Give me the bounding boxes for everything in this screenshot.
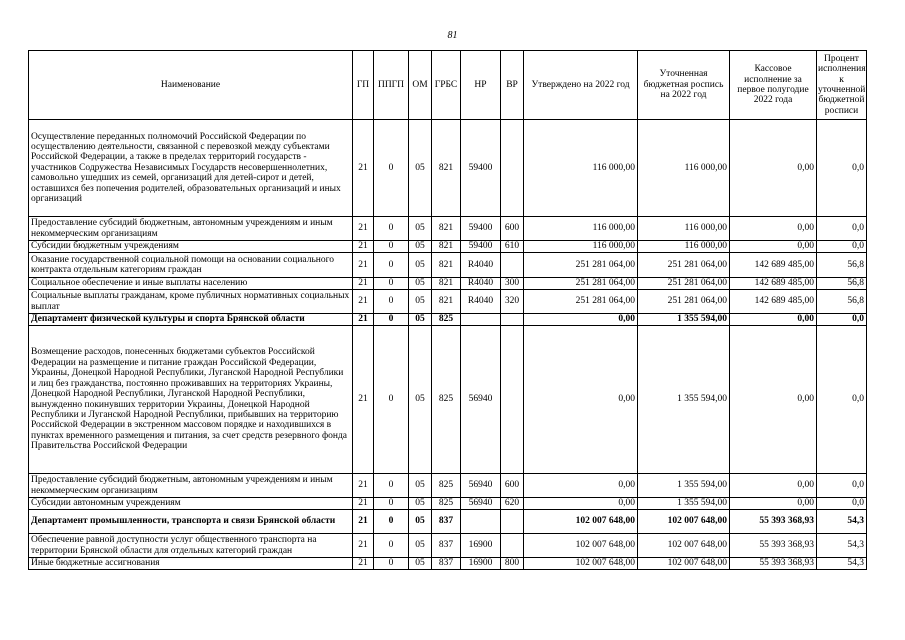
- table-row: [29, 253, 867, 278]
- cell-vr: [501, 534, 524, 558]
- cell-vr: [501, 253, 524, 278]
- cell-percent: 0,0: [817, 217, 867, 241]
- cell-percent: 54,3: [817, 510, 867, 534]
- cell-approved: 102 007 648,00: [524, 510, 638, 534]
- table-row: [29, 217, 867, 241]
- cell-cash: 0,00: [730, 326, 817, 474]
- cell-np: R4040: [461, 253, 501, 278]
- cell-refined: 102 007 648,00: [638, 510, 730, 534]
- table-row: [29, 241, 867, 253]
- cell-name: Предоставление субсидий бюджетным, автономным учреждениям и иным некоммерческим организациям: [29, 474, 353, 498]
- cell-cash: 0,00: [730, 498, 817, 510]
- cell-percent: 56,8: [817, 278, 867, 290]
- cell-approved: 116 000,00: [524, 217, 638, 241]
- cell-cash: 55 393 368,93: [730, 558, 817, 570]
- cell-percent: 0,0: [817, 498, 867, 510]
- cell-name: Департамент физической культуры и спорта Брянской области: [29, 314, 353, 326]
- cell-name: Обеспечение равной доступности услуг общественного транспорта на территории Брянской области для отдельных категорий граждан: [29, 534, 353, 558]
- cell-om: 05: [409, 217, 432, 241]
- cell-np: 16900: [461, 558, 501, 570]
- cell-om: 05: [409, 534, 432, 558]
- cell-gp: 21: [353, 558, 374, 570]
- cell-vr: 320: [501, 290, 524, 314]
- cell-vr: [501, 314, 524, 326]
- col-header-grbs: ГРБС: [432, 51, 461, 120]
- cell-refined: 116 000,00: [638, 217, 730, 241]
- cell-ppgp: 0: [374, 253, 409, 278]
- cell-np: 59400: [461, 217, 501, 241]
- cell-om: 05: [409, 474, 432, 498]
- cell-approved: 102 007 648,00: [524, 534, 638, 558]
- cell-vr: 610: [501, 241, 524, 253]
- cell-name: Субсидии автономным учреждениям: [29, 498, 353, 510]
- cell-np: 16900: [461, 534, 501, 558]
- cell-grbs: 837: [432, 510, 461, 534]
- cell-gp: 21: [353, 278, 374, 290]
- cell-percent: 0,0: [817, 474, 867, 498]
- col-header-percent: Процент исполнения к уточненной бюджетной росписи: [817, 51, 867, 120]
- cell-gp: 21: [353, 290, 374, 314]
- cell-approved: 251 281 064,00: [524, 253, 638, 278]
- table-row: [29, 558, 867, 570]
- cell-ppgp: 0: [374, 498, 409, 510]
- cell-om: 05: [409, 290, 432, 314]
- cell-om: 05: [409, 253, 432, 278]
- cell-grbs: 825: [432, 326, 461, 474]
- cell-approved: 251 281 064,00: [524, 290, 638, 314]
- cell-gp: 21: [353, 474, 374, 498]
- cell-ppgp: 0: [374, 290, 409, 314]
- cell-vr: [501, 510, 524, 534]
- col-header-np: НР: [461, 51, 501, 120]
- cell-gp: 21: [353, 498, 374, 510]
- cell-approved: 0,00: [524, 474, 638, 498]
- cell-np: [461, 314, 501, 326]
- cell-gp: 21: [353, 510, 374, 534]
- cell-refined: 1 355 594,00: [638, 314, 730, 326]
- cell-cash: 0,00: [730, 314, 817, 326]
- cell-refined: 102 007 648,00: [638, 558, 730, 570]
- cell-grbs: 821: [432, 120, 461, 217]
- cell-ppgp: 0: [374, 278, 409, 290]
- table-row: [29, 290, 867, 314]
- cell-grbs: 821: [432, 253, 461, 278]
- cell-ppgp: 0: [374, 510, 409, 534]
- cell-ppgp: 0: [374, 241, 409, 253]
- page-number: 81: [447, 30, 458, 41]
- col-header-refined: Уточненная бюджетная роспись на 2022 год: [638, 51, 730, 120]
- cell-om: 05: [409, 278, 432, 290]
- cell-om: 05: [409, 558, 432, 570]
- col-header-vr: ВР: [501, 51, 524, 120]
- cell-percent: 54,3: [817, 534, 867, 558]
- col-header-om: ОМ: [409, 51, 432, 120]
- table-row: [29, 474, 867, 498]
- col-header-name: Наименование: [29, 51, 353, 120]
- cell-vr: [501, 120, 524, 217]
- cell-approved: 116 000,00: [524, 120, 638, 217]
- cell-vr: 300: [501, 278, 524, 290]
- cell-name: Возмещение расходов, понесенных бюджетами субъектов Российской Федерации на размещение и питание граждан Российской Федерации, Украины, Донецкой Народной Республики, Луганской Народной Республики и лиц без гражданства, постоянно проживавших на территориях Украины, Донецкой Народной Республики, Луганской Народной Республики, вынужденно покинувших территории Украины, Донецкой Народной Республики и Луганской Народной Республики, прибывших на территорию Российской Федерации в экстренном массовом порядке и находившихся в пунктах временного размещения и питания, за счет средств резервного фонда Правительства Российской Федерации: [29, 326, 353, 474]
- table-row: [29, 120, 867, 217]
- cell-vr: 800: [501, 558, 524, 570]
- cell-ppgp: 0: [374, 558, 409, 570]
- table-row: [29, 498, 867, 510]
- cell-om: 05: [409, 510, 432, 534]
- cell-om: 05: [409, 498, 432, 510]
- cell-refined: 116 000,00: [638, 120, 730, 217]
- cell-name: Социальные выплаты гражданам, кроме публичных нормативных социальных выплат: [29, 290, 353, 314]
- cell-cash: 142 689 485,00: [730, 278, 817, 290]
- cell-np: 59400: [461, 120, 501, 217]
- cell-gp: 21: [353, 534, 374, 558]
- col-header-gp: ГП: [353, 51, 374, 120]
- cell-np: 56940: [461, 498, 501, 510]
- cell-approved: 0,00: [524, 326, 638, 474]
- cell-ppgp: 0: [374, 217, 409, 241]
- col-header-approved: Утверждено на 2022 год: [524, 51, 638, 120]
- cell-grbs: 821: [432, 290, 461, 314]
- table-row: [29, 510, 867, 534]
- cell-vr: 600: [501, 217, 524, 241]
- cell-cash: 55 393 368,93: [730, 510, 817, 534]
- cell-grbs: 825: [432, 498, 461, 510]
- cell-grbs: 837: [432, 558, 461, 570]
- cell-grbs: 821: [432, 278, 461, 290]
- table-body: [29, 120, 867, 570]
- cell-om: 05: [409, 120, 432, 217]
- cell-gp: 21: [353, 326, 374, 474]
- cell-ppgp: 0: [374, 534, 409, 558]
- table-row: [29, 534, 867, 558]
- cell-vr: 600: [501, 474, 524, 498]
- table-row: [29, 278, 867, 290]
- cell-np: R4040: [461, 290, 501, 314]
- cell-name: Оказание государственной социальной помощи на основании социального контракта отдельным категориям граждан: [29, 253, 353, 278]
- cell-refined: 251 281 064,00: [638, 278, 730, 290]
- table-row: [29, 326, 867, 474]
- cell-cash: 0,00: [730, 241, 817, 253]
- cell-cash: 55 393 368,93: [730, 534, 817, 558]
- cell-refined: 1 355 594,00: [638, 474, 730, 498]
- cell-gp: 21: [353, 314, 374, 326]
- cell-name: Осуществление переданных полномочий Российской Федерации по осуществлению деятельности, связанной с перевозкой между субъектами Российской Федерации, а также в пределах территорий государств - участников Содружества Независимых Государств несовершеннолетних, самовольно ушедших из семей, организаций для детей-сирот и детей, оставшихся без попечения родителей, образовательных организаций и иных организаций: [29, 120, 353, 217]
- budget-table: [28, 50, 867, 570]
- cell-np: [461, 510, 501, 534]
- cell-np: 56940: [461, 474, 501, 498]
- cell-vr: [501, 326, 524, 474]
- cell-ppgp: 0: [374, 120, 409, 217]
- cell-ppgp: 0: [374, 474, 409, 498]
- cell-percent: 0,0: [817, 241, 867, 253]
- cell-gp: 21: [353, 217, 374, 241]
- cell-refined: 1 355 594,00: [638, 326, 730, 474]
- cell-om: 05: [409, 326, 432, 474]
- cell-refined: 102 007 648,00: [638, 534, 730, 558]
- cell-percent: 0,0: [817, 120, 867, 217]
- cell-name: Субсидии бюджетным учреждениям: [29, 241, 353, 253]
- cell-grbs: 821: [432, 217, 461, 241]
- cell-name: Департамент промышленности, транспорта и связи Брянской области: [29, 510, 353, 534]
- cell-np: 56940: [461, 326, 501, 474]
- cell-grbs: 825: [432, 314, 461, 326]
- table-row: [29, 314, 867, 326]
- cell-percent: 0,0: [817, 314, 867, 326]
- cell-gp: 21: [353, 241, 374, 253]
- cell-name: Иные бюджетные ассигнования: [29, 558, 353, 570]
- cell-gp: 21: [353, 253, 374, 278]
- cell-cash: 0,00: [730, 217, 817, 241]
- col-header-cash: Кассовое исполнение за первое полугодие 2022 года: [730, 51, 817, 120]
- cell-cash: 142 689 485,00: [730, 253, 817, 278]
- cell-vr: 620: [501, 498, 524, 510]
- cell-refined: 251 281 064,00: [638, 290, 730, 314]
- header-row: [29, 51, 867, 120]
- cell-ppgp: 0: [374, 314, 409, 326]
- cell-approved: 102 007 648,00: [524, 558, 638, 570]
- cell-ppgp: 0: [374, 326, 409, 474]
- cell-name: Предоставление субсидий бюджетным, автономным учреждениям и иным некоммерческим организациям: [29, 217, 353, 241]
- cell-name: Социальное обеспечение и иные выплаты населению: [29, 278, 353, 290]
- cell-cash: 0,00: [730, 120, 817, 217]
- cell-approved: 0,00: [524, 498, 638, 510]
- cell-cash: 142 689 485,00: [730, 290, 817, 314]
- cell-cash: 0,00: [730, 474, 817, 498]
- cell-om: 05: [409, 241, 432, 253]
- cell-percent: 54,3: [817, 558, 867, 570]
- col-header-ppgp: ППГП: [374, 51, 409, 120]
- cell-percent: 56,8: [817, 253, 867, 278]
- cell-om: 05: [409, 314, 432, 326]
- cell-np: R4040: [461, 278, 501, 290]
- cell-approved: 251 281 064,00: [524, 278, 638, 290]
- cell-refined: 116 000,00: [638, 241, 730, 253]
- cell-refined: 1 355 594,00: [638, 498, 730, 510]
- cell-gp: 21: [353, 120, 374, 217]
- cell-grbs: 837: [432, 534, 461, 558]
- cell-approved: 0,00: [524, 314, 638, 326]
- cell-percent: 0,0: [817, 326, 867, 474]
- cell-approved: 116 000,00: [524, 241, 638, 253]
- cell-grbs: 821: [432, 241, 461, 253]
- cell-refined: 251 281 064,00: [638, 253, 730, 278]
- cell-np: 59400: [461, 241, 501, 253]
- cell-percent: 56,8: [817, 290, 867, 314]
- cell-grbs: 825: [432, 474, 461, 498]
